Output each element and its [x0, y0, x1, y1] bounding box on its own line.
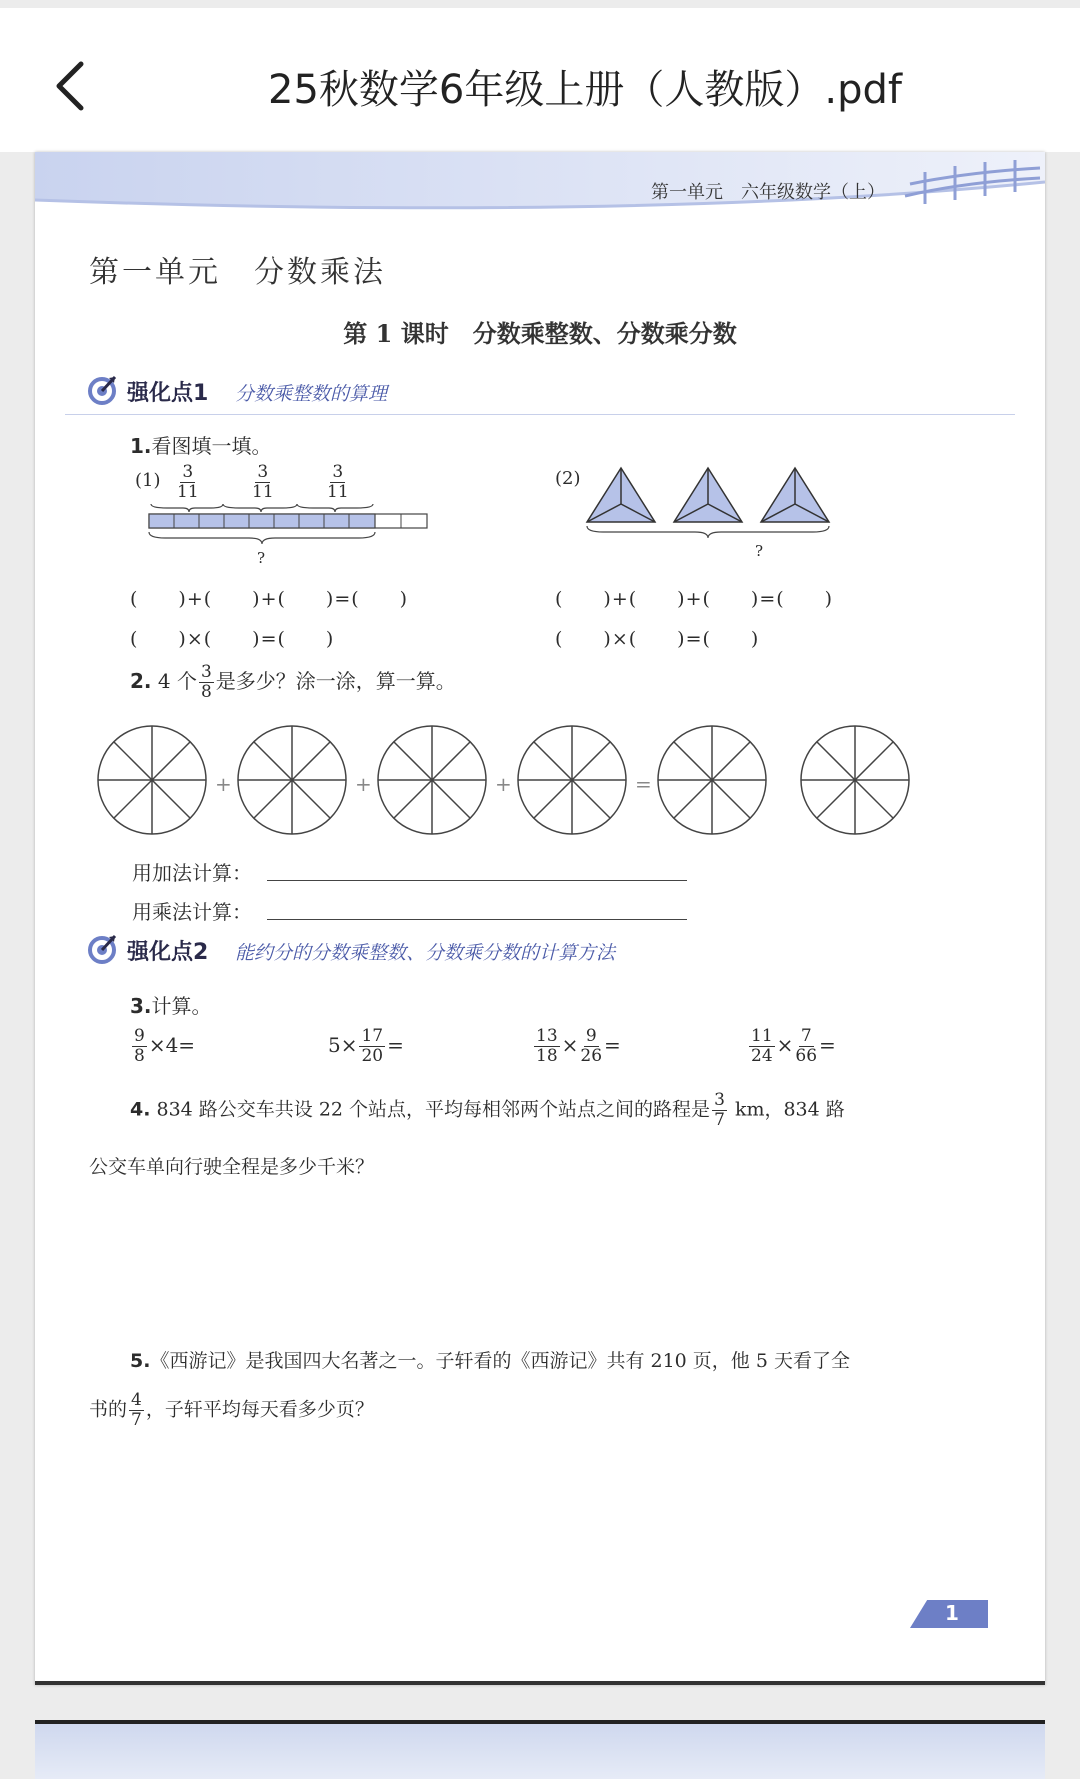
point-1-heading	[85, 370, 1015, 410]
q1-part2-label: (2)	[555, 468, 581, 489]
q1-part2-add-row[interactable]: ( )+( )+( )=( )	[555, 588, 834, 610]
q4-line-2: 公交车单向行驶全程是多少千米？	[89, 1156, 375, 1178]
q1-part1-label: (1)	[135, 470, 161, 491]
triangle-3	[761, 468, 829, 522]
circle-1	[98, 726, 206, 834]
target-icon	[85, 931, 119, 965]
q1-title: 看图填一填。	[151, 434, 272, 458]
circle-5	[658, 726, 766, 834]
q2-mul-answer-line[interactable]	[267, 919, 687, 920]
page-bottom-edge	[35, 1681, 1045, 1685]
running-header: 第一单元 六年级数学（上）	[651, 182, 885, 203]
q1-part1-frac-2: $\frac{3}{11}$	[252, 462, 274, 502]
pdf-page[interactable]	[35, 152, 1045, 1685]
document-title: 25秋数学6年级上册（人教版）.pdf	[268, 67, 902, 113]
q3-expression-3[interactable]: $\frac{13}{18}$ × $\frac{9}{26}$ =	[536, 1026, 621, 1066]
q1-part1-frac-1: $\frac{3}{11}$	[177, 462, 199, 502]
q2-prefix: 4 个	[157, 669, 197, 693]
divider	[65, 414, 1015, 415]
q5-line-2: 书的 $\frac{4}{7}$ ，子轩平均每天看多少页？	[89, 1390, 374, 1430]
point-1-label: 强化点1	[127, 381, 209, 406]
chevron-left-icon	[53, 60, 87, 112]
q3-number: 3.	[130, 994, 152, 1018]
header-decoration	[35, 152, 1045, 222]
q1-heading	[130, 430, 272, 459]
q4-number: 4.	[130, 1098, 151, 1121]
top-app-bar	[0, 0, 1080, 152]
q2-add-label: 用加法计算：	[132, 861, 252, 885]
target-icon	[85, 372, 119, 406]
q2-plus-1: +	[215, 772, 232, 796]
q2-plus-2: +	[355, 772, 372, 796]
q3-heading	[130, 990, 212, 1019]
point-2-heading	[85, 929, 1015, 969]
q2-number: 2.	[130, 669, 152, 693]
q3-expression-4[interactable]: $\frac{11}{24}$ × $\frac{7}{66}$ =	[751, 1026, 836, 1066]
q1-part1-add-row[interactable]: ( )+( )+( )=( )	[130, 588, 409, 610]
q2-heading	[130, 664, 456, 701]
point-2-label: 强化点2	[127, 940, 209, 965]
circle-6	[801, 726, 909, 834]
triangle-2	[674, 468, 742, 522]
q2-equals: =	[635, 772, 652, 796]
page-header-band	[35, 152, 1045, 222]
q3-expression-2[interactable]: 5× $\frac{17}{20}$ =	[328, 1026, 404, 1066]
q2-suffix: 是多少？涂一涂，算一算。	[215, 669, 456, 693]
q4-line-1: 4. 834 路公交车共设 22 个站点，平均每相邻两个站点之间的路程是 $\frac{3}{7}$ km，834 路	[130, 1090, 845, 1130]
q1-part1-bar-diagram	[145, 498, 435, 558]
point-1-description: 分数乘整数的算理	[235, 383, 388, 405]
circle-4	[518, 726, 626, 834]
q1-part1-mul-row[interactable]: ( )×( )=( )	[130, 628, 335, 650]
triangle-1	[587, 468, 655, 522]
circle-3	[378, 726, 486, 834]
unit-title: 第一单元 分数乘法	[89, 255, 386, 290]
page-number: 1	[945, 1601, 959, 1625]
lesson-title: 第 1 课时 分数乘整数、分数乘分数	[343, 319, 737, 348]
q1-part2-mul-row[interactable]: ( )×( )=( )	[555, 628, 760, 650]
circle-2	[238, 726, 346, 834]
q1-part2-question-mark: ?	[755, 542, 764, 560]
q1-part1-question-mark: ?	[257, 549, 266, 567]
q3-expression-1[interactable]: $\frac{9}{8}$ ×4=	[134, 1026, 196, 1066]
q2-mul-label: 用乘法计算：	[132, 900, 252, 924]
q1-part1-frac-3: $\frac{3}{11}$	[327, 462, 349, 502]
q2-plus-3: +	[495, 772, 512, 796]
q1-part2-triangle-diagram	[583, 464, 843, 554]
q2-fraction: $\frac{3}{8}$	[200, 662, 212, 702]
next-page-preview[interactable]	[35, 1720, 1045, 1779]
q5-number: 5.	[130, 1350, 151, 1372]
q2-add-answer-line[interactable]	[267, 880, 687, 881]
point-2-description: 能约分的分数乘整数、分数乘分数的计算方法	[235, 942, 616, 964]
back-button[interactable]	[40, 46, 100, 126]
q1-number: 1.	[130, 434, 152, 458]
q3-title: 计算。	[151, 994, 212, 1018]
q5-line-1: 5.《西游记》是我国四大名著之一。子轩看的《西游记》共有 210 页，他 5 天看了全	[130, 1350, 850, 1372]
